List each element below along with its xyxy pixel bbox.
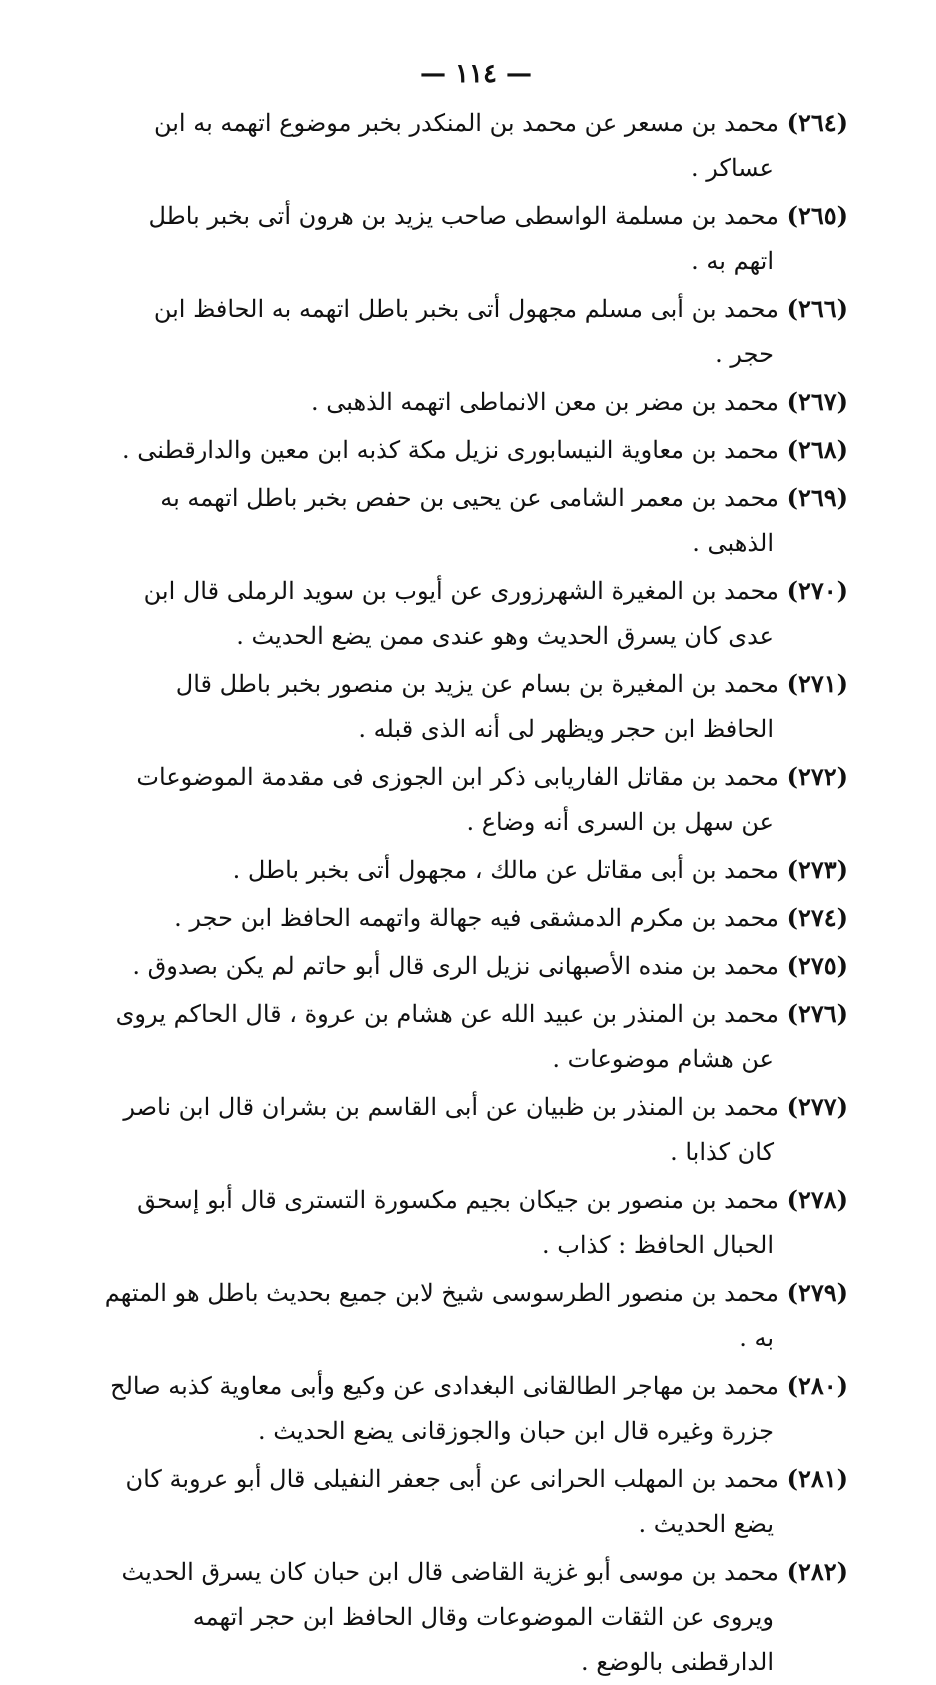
entry-text: محمد بن مكرم الدمشقى فيه جهالة واتهمه الحافظ ابن حجر . bbox=[174, 904, 779, 932]
list-item bbox=[104, 943, 848, 989]
entry-text: محمد بن مقاتل الفاريابى ذكر ابن الجوزى فى مقدمة الموضوعات عن سهل بن السرى أنه وضاع . bbox=[136, 763, 779, 836]
entry-text: محمد بن المنذر بن عبيد الله عن هشام بن عروة ، قال الحاكم يروى عن هشام موضوعات . bbox=[115, 1000, 779, 1073]
entry-number: (٢٦٨) bbox=[786, 435, 848, 464]
list-item bbox=[104, 1177, 848, 1268]
entry-number: (٢٦٦) bbox=[786, 294, 848, 323]
entry-number: (٢٨٢) bbox=[786, 1557, 848, 1586]
entry-number: (٢٦٧) bbox=[786, 387, 848, 416]
list-item bbox=[104, 895, 848, 941]
list-item bbox=[104, 475, 848, 566]
entry-number: (٢٧٥) bbox=[786, 951, 848, 980]
entry-text: محمد بن المنذر بن ظبيان عن أبى القاسم بن بشران قال ابن ناصر كان كذابا . bbox=[123, 1093, 779, 1166]
list-item bbox=[104, 379, 848, 425]
list-item bbox=[104, 661, 848, 752]
entry-text: محمد بن المهلب الحرانى عن أبى جعفر النفيلى قال أبو عروبة كان يضع الحديث . bbox=[125, 1465, 779, 1538]
entry-text: محمد بن مضر بن معن الانماطى اتهمه الذهبى . bbox=[311, 388, 779, 416]
entry-text: محمد بن أبى مسلم مجهول أتى بخبر باطل اتهمه به الحافظ ابن حجر . bbox=[153, 295, 779, 368]
entry-text: محمد بن منصور الطرسوسى شيخ لابن جميع بحديث باطل هو المتهم به . bbox=[104, 1279, 779, 1352]
entry-text: محمد بن معاوية النيسابورى نزيل مكة كذبه ابن معين والدارقطنى . bbox=[122, 436, 779, 464]
list-item bbox=[104, 754, 848, 845]
list-item bbox=[104, 847, 848, 893]
entry-number: (٢٧٨) bbox=[786, 1185, 848, 1214]
entry-number: (٢٧١) bbox=[786, 669, 848, 698]
list-item bbox=[104, 1456, 848, 1547]
entry-number: (٢٧٢) bbox=[786, 762, 848, 791]
entry-text: محمد بن المغيرة الشهرزورى عن أيوب بن سويد الرملى قال ابن عدى كان يسرق الحديث وهو عندى ممن يضع الحديث . bbox=[143, 577, 779, 650]
entry-text: محمد بن أبى مقاتل عن مالك ، مجهول أتى بخبر باطل . bbox=[232, 856, 779, 884]
entry-text: محمد بن مسعر عن محمد بن المنكدر بخبر موضوع اتهمه به ابن عساكر . bbox=[153, 109, 779, 182]
entry-text: محمد بن المغيرة بن بسام عن يزيد بن منصور بخبر باطل قال الحافظ ابن حجر ويظهر لى أنه الذى قبله . bbox=[175, 670, 779, 743]
list-item bbox=[104, 1363, 848, 1454]
entry-number: (٢٧٧) bbox=[786, 1092, 848, 1121]
list-item bbox=[104, 991, 848, 1082]
entry-list bbox=[104, 100, 848, 1685]
entry-text: محمد بن مسلمة الواسطى صاحب يزيد بن هرون أتى بخبر باطل اتهم به . bbox=[148, 202, 779, 275]
list-item bbox=[104, 286, 848, 377]
entry-text: محمد بن منصور بن جيكان بجيم مكسورة التسترى قال أبو إسحق الحبال الحافظ : كذاب . bbox=[137, 1186, 779, 1259]
entry-number: (٢٨١) bbox=[786, 1464, 848, 1493]
entry-number: (٢٧٦) bbox=[786, 999, 848, 1028]
page-number: — ١١٤ — bbox=[419, 59, 533, 89]
entry-number: (٢٧٠) bbox=[786, 576, 848, 605]
list-item bbox=[104, 568, 848, 659]
entry-number: (٢٧٩) bbox=[786, 1278, 848, 1307]
entry-number: (٢٦٤) bbox=[786, 108, 848, 137]
entry-number: (٢٦٥) bbox=[786, 201, 848, 230]
list-item bbox=[104, 1084, 848, 1175]
list-item bbox=[104, 193, 848, 284]
entry-text: محمد بن موسى أبو غزية القاضى قال ابن حبان كان يسرق الحديث ويروى عن الثقات الموضوعات وقال الحافظ ابن حجر اتهمه الدارقطنى بالوضع . bbox=[121, 1558, 779, 1676]
list-item bbox=[104, 1270, 848, 1361]
entry-text: محمد بن معمر الشامى عن يحيى بن حفص بخبر باطل اتهمه به الذهبى . bbox=[160, 484, 779, 557]
entry-text: محمد بن منده الأصبهانى نزيل الرى قال أبو حاتم لم يكن بصدوق . bbox=[132, 952, 779, 980]
entry-number: (٢٦٩) bbox=[786, 483, 848, 512]
entry-number: (٢٧٤) bbox=[786, 903, 848, 932]
list-item bbox=[104, 100, 848, 191]
entry-number: (٢٨٠) bbox=[786, 1371, 848, 1400]
list-item bbox=[104, 427, 848, 473]
entry-number: (٢٧٣) bbox=[786, 855, 848, 884]
list-item bbox=[104, 1549, 848, 1685]
entry-text: محمد بن مهاجر الطالقانى البغدادى عن وكيع وأبى معاوية كذبه صالح جزرة وغيره قال ابن حبان والجوزقانى يضع الحديث . bbox=[110, 1372, 779, 1445]
